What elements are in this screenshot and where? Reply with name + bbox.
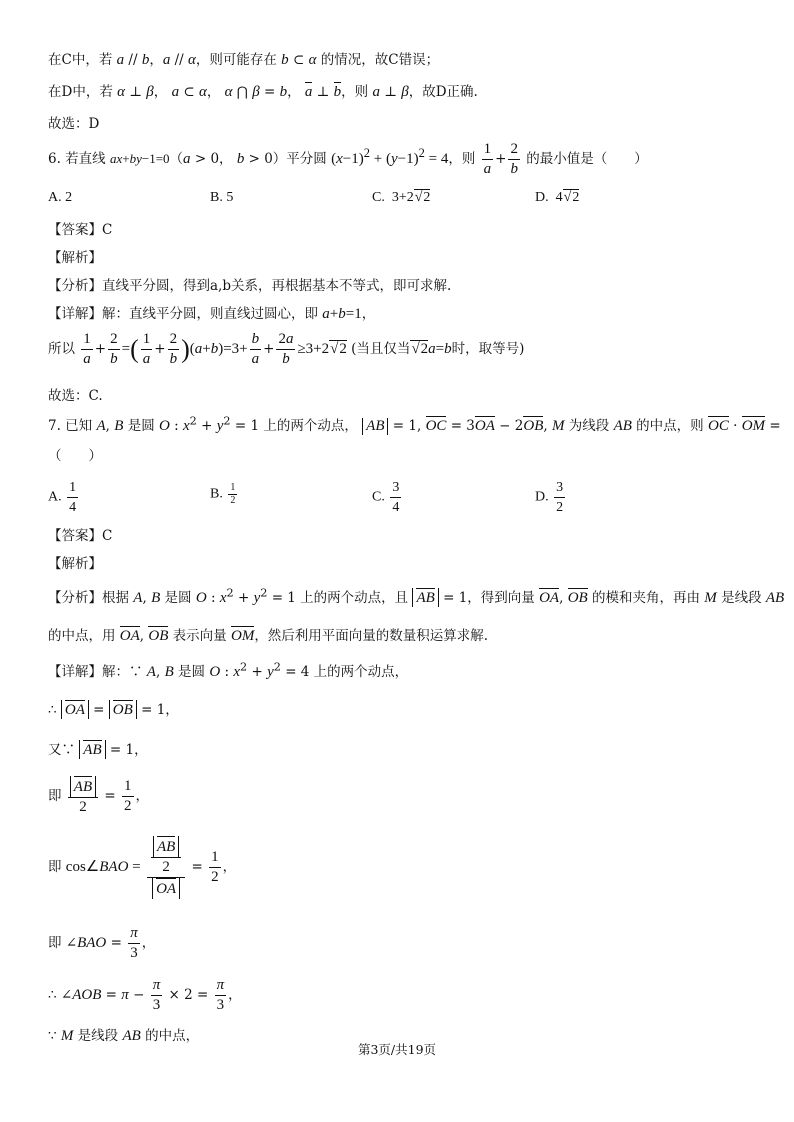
q7-option-b: B. $\frac{1}{2}$ xyxy=(210,482,236,506)
q6-fenxi: 【分析】直线平分圆，得到a,b关系，再根据基本不等式，即可求解. xyxy=(48,278,452,294)
line-c-reasoning: 在C中，若 a // b，a // α，则可能存在 b ⊂ α 的情况，故C错误； xyxy=(48,52,440,68)
q7-detail-1: 【详解】解：∵ A, B 是圆 O : $x^2 + y^2 = 4$ 上的两个动点， xyxy=(48,660,409,680)
q7-option-a: A. $\frac{1}{4}$ xyxy=(48,480,77,515)
q6-analysis-heading: 【解析】 xyxy=(48,250,102,266)
line-d-reasoning: 在D中，若 α ⊥ β， a ⊂ α， α ⋂ β = b， a ⊥ b，则 a ⊥ β，故D正确. xyxy=(48,84,478,100)
q7-stem: 7. 已知 A, B 是圆 O : $x^2 + y^2 = 1$ 上的两个动点， AB = 1, OC = 3OA − 2OB, M 为线段 AB 的中点，则 OC · OM = xyxy=(48,414,781,434)
q6-option-c: C. 3+2√2 xyxy=(372,190,431,205)
q7-answer: 【答案】C xyxy=(48,528,113,544)
q6-option-d: D. 4√2 xyxy=(535,190,580,205)
q7-step-6: ∴ ∠AOB = π − $\frac{\pi}{3}$ × 2 = $\frac{\pi}{3}$ ， xyxy=(48,977,242,1013)
q7-fenxi-1: 【分析】根据 A, B 是圆 O : $x^2 + y^2 = 1$ 上的两个动点，且 AB = 1，得到向量 OA, OB 的模和夹角，再由 M 是线段 AB xyxy=(48,586,785,606)
q6-detail-2: 所以 $\frac{1}{a}$ + $\frac{2}{b}$ =( $\frac{1}{a}$ + $\frac{2}{b}$ )(a+b)=3+ $\frac{b}{a}$ + $\frac{2a}{b}$ ≥3+2√2 (当且仅当√2a=b时，取等号) xyxy=(48,331,525,367)
q7-option-c: C. $\frac{3}{4}$ xyxy=(372,480,400,515)
q6-option-b: B. 5 xyxy=(210,190,234,205)
q7-step-7: ∵ M 是线段 AB 的中点， xyxy=(48,1028,200,1044)
q7-analysis-heading: 【解析】 xyxy=(48,556,102,572)
q7-fenxi-2: 的中点，用 OA, OB 表示向量 OM，然后利用平面向量的数量积运算求解. xyxy=(48,628,489,644)
q7-option-d: D. $\frac{3}{2}$ xyxy=(535,480,564,515)
q6-option-a: A. 2 xyxy=(48,190,73,205)
q6-stem: 6. 若直线 ax+by−1=0（a > 0， b > 0）平分圆 $(x-1)^2 + (y-1)^2 = 4$，则 $\frac{1}{a}$ + $\frac{2}{b}$ 的最小值是（ ） xyxy=(48,141,648,177)
q7-step-2: 又∵ AB = 1， xyxy=(48,742,148,758)
q6-detail-1: 【详解】解：直线平分圆，则直线过圆心，即 a+b=1， xyxy=(48,306,376,322)
q7-step-4: 即 cos∠BAO = $\frac{\frac{AB}{2}}{OA}$ = $\frac{1}{2}$ ， xyxy=(48,836,236,899)
choose-d: 故选：D xyxy=(48,116,100,132)
q7-step-3: 即 $\frac{AB}{2}$ = $\frac{1}{2}$ ， xyxy=(48,778,150,815)
q7-paren: （ ） xyxy=(48,448,102,464)
q7-step-5: 即 ∠BAO = $\frac{\pi}{3}$ ， xyxy=(48,925,156,961)
q7-step-1: ∴ OA = OB = 1， xyxy=(48,702,179,718)
page-footer: 第3页/共19页 xyxy=(357,1042,437,1057)
q6-choose: 故选：C. xyxy=(48,388,103,404)
q6-answer: 【答案】C xyxy=(48,222,113,238)
